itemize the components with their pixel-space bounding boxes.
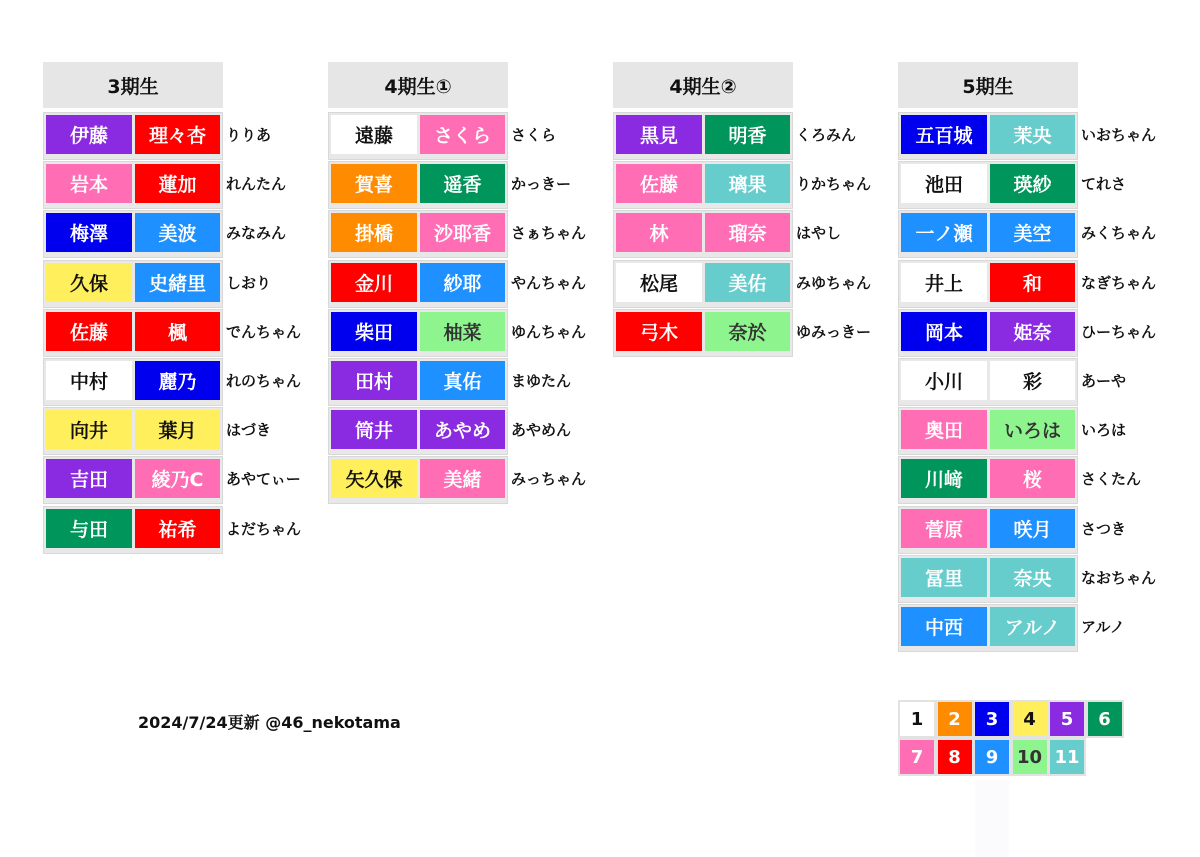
surname-cell: 佐藤: [616, 164, 702, 203]
surname-cell: 岩本: [46, 164, 132, 203]
nickname-label: やんちゃん: [511, 273, 587, 292]
member-row: [898, 604, 1198, 652]
name-cell-pair: [43, 210, 223, 258]
member-row: [43, 456, 343, 504]
given-name-cell: 紗耶: [420, 263, 505, 302]
name-cell-pair: [898, 407, 1078, 455]
member-row: [43, 112, 343, 160]
given-name-cell: 姫奈: [990, 312, 1075, 351]
member-row: [328, 112, 628, 160]
update-credit: 2024/7/24更新 @46_nekotama: [138, 713, 401, 732]
name-cell-pair: [898, 161, 1078, 209]
member-row: [43, 161, 343, 209]
name-cell-pair: [43, 456, 223, 504]
nickname-label: あーや: [1081, 372, 1127, 390]
surname-cell: 筒井: [331, 410, 417, 449]
generation-title: 5期生: [898, 62, 1078, 108]
name-cell-pair: [898, 112, 1078, 160]
given-name-cell: 明香: [705, 115, 790, 154]
name-cell-pair: [898, 555, 1078, 603]
name-cell-pair: [613, 112, 793, 160]
member-row: [613, 210, 913, 258]
surname-cell: 奥田: [901, 410, 987, 449]
name-cell-pair: [898, 604, 1078, 652]
given-name-cell: さくら: [420, 115, 505, 154]
name-cell-pair: [43, 260, 223, 308]
name-cell-pair: [43, 506, 223, 554]
given-name-cell: 綾乃C: [135, 459, 220, 498]
nickname-label: みゆちゃん: [796, 273, 872, 292]
surname-cell: 久保: [46, 263, 132, 302]
surname-cell: 菅原: [901, 509, 987, 548]
nickname-label: ひーちゃん: [1081, 322, 1157, 341]
nickname-label: いろは: [1081, 421, 1127, 440]
surname-cell: 小川: [901, 361, 987, 400]
member-row: [898, 358, 1198, 406]
name-cell-pair: [43, 407, 223, 455]
nickname-label: れんたん: [226, 175, 287, 194]
generation-title: 3期生: [43, 62, 223, 108]
name-cell-pair: [613, 309, 793, 357]
name-cell-pair: [328, 112, 508, 160]
member-row: [328, 210, 628, 258]
surname-cell: 五百城: [901, 115, 987, 154]
member-row: [328, 456, 628, 504]
name-cell-pair: [328, 407, 508, 455]
given-name-cell: 蓮加: [135, 164, 220, 203]
name-cell-pair: [898, 260, 1078, 308]
nickname-label: はづき: [226, 421, 272, 440]
legend-swatch: 5: [1050, 702, 1084, 736]
surname-cell: 向井: [46, 410, 132, 449]
nickname-label: アルノ: [1081, 618, 1125, 636]
generation-column: [43, 62, 343, 541]
given-name-cell: 美空: [990, 213, 1075, 252]
surname-cell: 中西: [901, 607, 987, 646]
member-row: [898, 112, 1198, 160]
legend-swatch: 11: [1050, 740, 1084, 774]
given-name-cell: 沙耶香: [420, 213, 505, 252]
surname-cell: 金川: [331, 263, 417, 302]
member-row: [328, 161, 628, 209]
surname-cell: 吉田: [46, 459, 132, 498]
given-name-cell: いろは: [990, 410, 1075, 449]
member-row: [328, 407, 628, 455]
member-row: [898, 210, 1198, 258]
member-row: [43, 260, 343, 308]
nickname-label: りかちゃん: [796, 175, 872, 194]
surname-cell: 松尾: [616, 263, 702, 302]
surname-cell: 池田: [901, 164, 987, 203]
given-name-cell: 楓: [135, 312, 220, 351]
legend-swatch: 2: [938, 702, 972, 736]
nickname-label: くろみん: [796, 126, 857, 144]
surname-cell: 川﨑: [901, 459, 987, 498]
name-cell-pair: [898, 456, 1078, 504]
name-cell-pair: [613, 210, 793, 258]
given-name-cell: 美佑: [705, 263, 790, 302]
nickname-label: みなみん: [226, 224, 287, 243]
name-cell-pair: [43, 161, 223, 209]
member-row: [613, 112, 913, 160]
nickname-label: りりあ: [226, 126, 272, 144]
member-row: [43, 210, 343, 258]
legend-swatch: 9: [975, 740, 1009, 774]
given-name-cell: 和: [990, 263, 1075, 302]
legend-swatch: 1: [900, 702, 934, 736]
surname-cell: 柴田: [331, 312, 417, 351]
given-name-cell: 茉央: [990, 115, 1075, 154]
given-name-cell: アルノ: [990, 607, 1075, 646]
surname-cell: 田村: [331, 361, 417, 400]
surname-cell: 林: [616, 213, 702, 252]
name-cell-pair: [43, 112, 223, 160]
name-cell-pair: [898, 309, 1078, 357]
member-row: [43, 407, 343, 455]
nickname-label: ゆみっきー: [796, 322, 872, 341]
given-name-cell: 葉月: [135, 410, 220, 449]
name-cell-pair: [328, 358, 508, 406]
nickname-label: てれさ: [1081, 175, 1127, 194]
member-row: [613, 260, 913, 308]
legend-swatch: 7: [900, 740, 934, 774]
given-name-cell: 美緒: [420, 459, 505, 498]
member-row: [613, 161, 913, 209]
surname-cell: 岡本: [901, 312, 987, 351]
nickname-label: よだちゃん: [226, 519, 302, 538]
nickname-label: さつき: [1081, 519, 1127, 538]
surname-cell: 一ノ瀬: [901, 213, 987, 252]
color-legend: [898, 700, 1128, 780]
nickname-label: さくら: [511, 126, 557, 144]
member-row: [898, 407, 1198, 455]
given-name-cell: 遥香: [420, 164, 505, 203]
name-cell-pair: [328, 210, 508, 258]
nickname-label: なおちゃん: [1081, 568, 1157, 587]
nickname-label: かっきー: [511, 175, 572, 194]
given-name-cell: 史緒里: [135, 263, 220, 302]
name-cell-pair: [898, 506, 1078, 554]
legend-swatch: 8: [938, 740, 972, 774]
name-cell-pair: [613, 161, 793, 209]
generation-column: [328, 62, 628, 492]
name-cell-pair: [328, 309, 508, 357]
nickname-label: はやし: [796, 224, 842, 243]
given-name-cell: あやめ: [420, 410, 505, 449]
legend-swatch: 4: [1013, 702, 1047, 736]
surname-cell: 弓木: [616, 312, 702, 351]
member-row: [43, 358, 343, 406]
given-name-cell: 咲月: [990, 509, 1075, 548]
generation-column: [898, 62, 1198, 639]
nickname-label: でんちゃん: [226, 322, 302, 341]
legend-swatch: 3: [975, 702, 1009, 736]
given-name-cell: 麗乃: [135, 361, 220, 400]
nickname-label: あやてぃー: [226, 470, 301, 489]
name-cell-pair: [328, 456, 508, 504]
given-name-cell: 真佑: [420, 361, 505, 400]
nickname-label: いおちゃん: [1081, 126, 1157, 144]
member-row: [43, 309, 343, 357]
legend-swatch: 10: [1013, 740, 1047, 774]
generation-column: [613, 62, 913, 344]
given-name-cell: 桜: [990, 459, 1075, 498]
member-row: [898, 555, 1198, 603]
surname-cell: 矢久保: [331, 459, 417, 498]
nickname-label: みくちゃん: [1081, 224, 1157, 243]
name-cell-pair: [898, 358, 1078, 406]
given-name-cell: 奈於: [705, 312, 790, 351]
nickname-label: みっちゃん: [511, 470, 587, 489]
given-name-cell: 瑛紗: [990, 164, 1075, 203]
member-row: [43, 506, 343, 554]
given-name-cell: 理々杏: [135, 115, 220, 154]
nickname-label: さくたん: [1081, 470, 1142, 489]
given-name-cell: 美波: [135, 213, 220, 252]
nickname-label: あやめん: [511, 421, 572, 440]
given-name-cell: 祐希: [135, 509, 220, 548]
surname-cell: 遠藤: [331, 115, 417, 154]
given-name-cell: 奈央: [990, 558, 1075, 597]
member-row: [328, 309, 628, 357]
member-row: [898, 260, 1198, 308]
member-row: [898, 161, 1198, 209]
member-row: [898, 309, 1198, 357]
name-cell-pair: [43, 358, 223, 406]
surname-cell: 中村: [46, 361, 132, 400]
name-cell-pair: [898, 210, 1078, 258]
member-row: [328, 260, 628, 308]
legend-swatch: 6: [1088, 702, 1122, 736]
nickname-label: なぎちゃん: [1081, 273, 1157, 292]
given-name-cell: 瑠奈: [705, 213, 790, 252]
nickname-label: さぁちゃん: [511, 224, 587, 243]
nickname-label: れのちゃん: [226, 372, 302, 390]
nickname-label: しおり: [226, 273, 272, 292]
nickname-label: まゆたん: [511, 372, 572, 390]
surname-cell: 伊藤: [46, 115, 132, 154]
name-cell-pair: [328, 161, 508, 209]
name-cell-pair: [613, 260, 793, 308]
given-name-cell: 彩: [990, 361, 1075, 400]
member-row: [898, 456, 1198, 504]
member-row: [898, 506, 1198, 554]
given-name-cell: 璃果: [705, 164, 790, 203]
surname-cell: 掛橋: [331, 213, 417, 252]
surname-cell: 佐藤: [46, 312, 132, 351]
generation-title: 4期生①: [328, 62, 508, 108]
surname-cell: 梅澤: [46, 213, 132, 252]
surname-cell: 井上: [901, 263, 987, 302]
surname-cell: 冨里: [901, 558, 987, 597]
member-row: [328, 358, 628, 406]
surname-cell: 黒見: [616, 115, 702, 154]
member-row: [613, 309, 913, 357]
name-cell-pair: [43, 309, 223, 357]
nickname-label: ゆんちゃん: [511, 322, 587, 341]
given-name-cell: 柚菜: [420, 312, 505, 351]
faint-mark: [975, 780, 1009, 857]
surname-cell: 賀喜: [331, 164, 417, 203]
name-cell-pair: [328, 260, 508, 308]
surname-cell: 与田: [46, 509, 132, 548]
generation-title: 4期生②: [613, 62, 793, 108]
